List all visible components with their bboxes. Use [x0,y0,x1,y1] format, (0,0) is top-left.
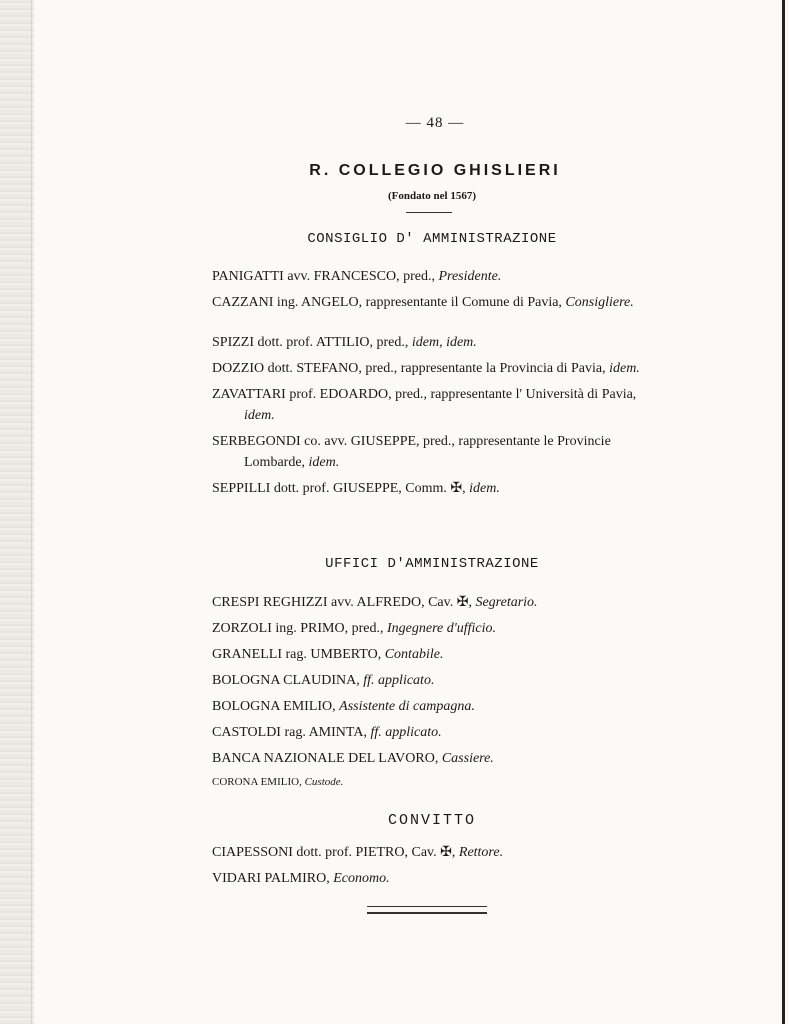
entry-text: ZORZOLI ing. PRIMO, pred., [212,621,387,636]
list-item [212,292,652,313]
entry-role: idem, idem. [411,335,477,350]
entry-role: Economo. [333,871,390,886]
list-item [212,266,652,287]
list-convitto [212,842,652,894]
list-item [212,670,652,691]
entry-role: idem. [244,408,275,423]
section-heading-uffici: UFFICI D'AMMINISTRAZIONE [325,556,539,572]
entry-text: VIDARI PALMIRO, [212,871,334,886]
page-number: — 48 — [405,115,465,131]
section-heading-consiglio: CONSIGLIO D' AMMINISTRAZIONE [307,231,557,247]
entry-role: Contabile. [384,647,444,662]
entry-role: Custode. [304,776,344,788]
list-item [212,478,652,499]
entry-text: CRESPI REGHIZZI avv. ALFREDO, Cav. ✠, [212,595,476,610]
title-divider [406,212,452,213]
list-item [212,358,652,379]
entry-text: SEPPILLI dott. prof. GIUSEPPE, Comm. ✠, [212,481,470,496]
page-right-border [782,0,785,1024]
list-item [212,774,652,790]
list-item [212,842,652,863]
entry-role: Assistente di campagna. [339,699,475,714]
entry-role: Presidente. [438,269,502,284]
list-item [212,431,652,473]
entry-role: Segretario. [475,595,538,610]
entry-text: BOLOGNA CLAUDINA, [212,673,364,688]
list-item [212,384,652,426]
entry-role: Rettore. [458,845,504,860]
closing-rule [367,906,487,914]
entry-role: ff. applicato. [370,725,442,740]
list-item [212,748,652,769]
entry-text: GRANELLI rag. UMBERTO, [212,647,385,662]
entry-role: idem. [609,361,640,376]
entry-text: SERBEGONDI co. avv. GIUSEPPE, pred., rappresentante le Provincie Lombarde, [212,434,611,470]
entry-role: idem. [308,455,340,470]
entry-role: ff. applicato. [363,673,435,688]
entry-text: BANCA NAZIONALE DEL LAVORO, [212,751,442,766]
list-item [212,332,652,353]
entry-text: CORONA EMILIO, [212,776,305,788]
page-title: R. COLLEGIO GHISLIERI [309,162,561,179]
entry-text: CAZZANI ing. ANGELO, rappresentante il Comune di Pavia, [212,295,566,310]
entry-text: CASTOLDI rag. AMINTA, [212,725,371,740]
list-item [212,722,652,743]
page-binding-edge [0,0,34,1024]
entry-role: Consigliere. [565,295,634,310]
section-heading-convitto: CONVITTO [387,812,476,829]
entry-role: idem. [469,481,500,496]
entry-text: BOLOGNA EMILIO, [212,699,340,714]
entry-text: ZAVATTARI prof. EDOARDO, pred., rappresentante l' Università di Pavia, [212,387,637,402]
list-item [212,644,652,665]
entry-role: Ingegnere d'ufficio. [387,621,496,636]
entry-text: PANIGATTI avv. FRANCESCO, pred., [212,269,439,284]
entry-text: SPIZZI dott. prof. ATTILIO, pred., [212,335,412,350]
entry-role: Cassiere. [441,751,494,766]
list-item [212,696,652,717]
list-item [212,618,652,639]
entry-text: CIAPESSONI dott. prof. PIETRO, Cav. ✠, [212,845,459,860]
page-subtitle: (Fondato nel 1567) [388,190,476,202]
list-consiglio [212,266,652,504]
list-item [212,592,652,613]
entry-text: DOZZIO dott. STEFANO, pred., rappresentante la Provincia di Pavia, [212,361,610,376]
list-uffici [212,592,652,795]
list-item [212,868,652,889]
